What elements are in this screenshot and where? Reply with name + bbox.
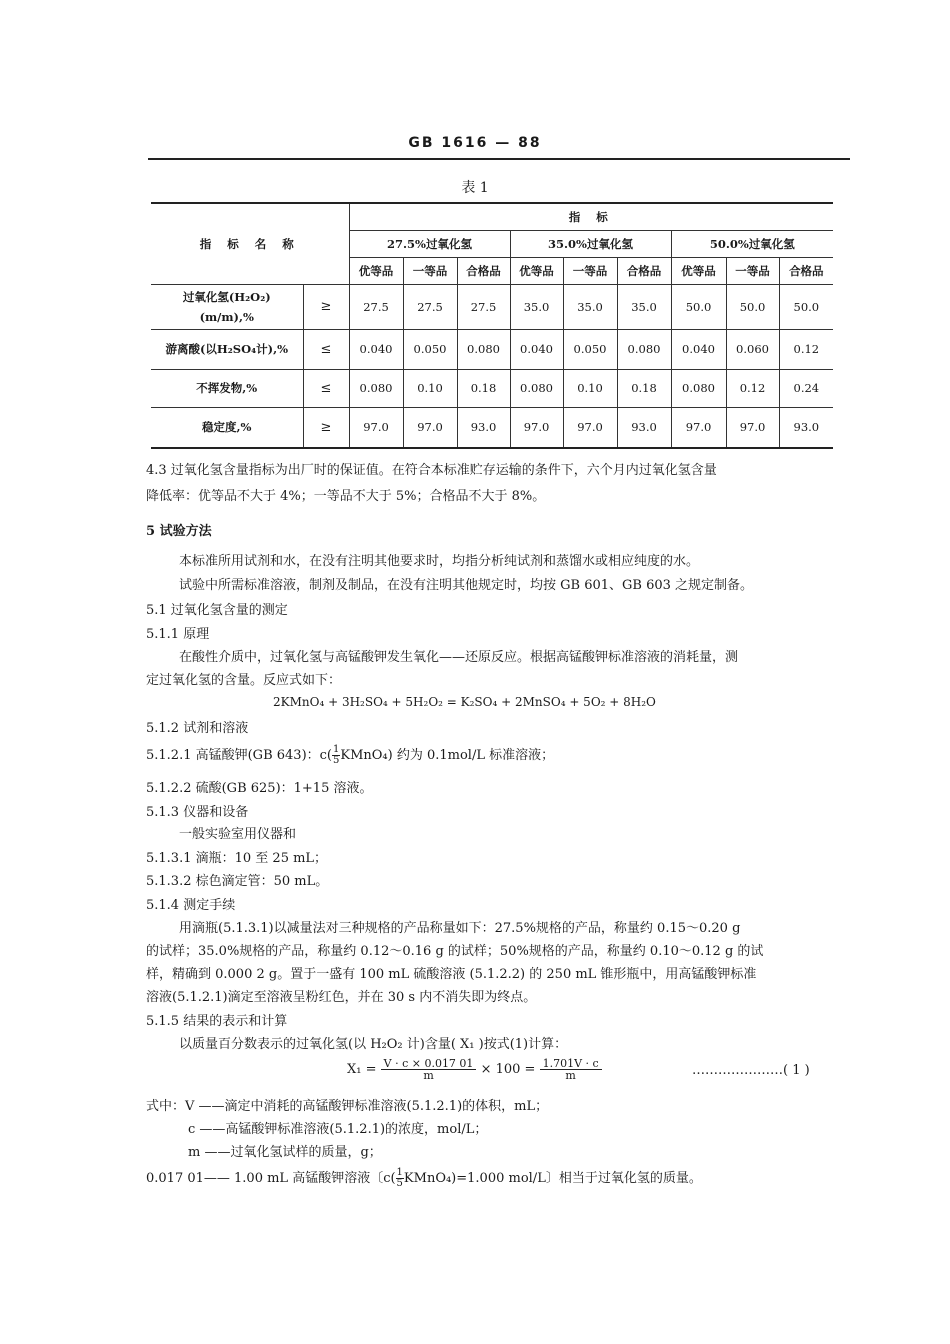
table-cell: 0.10 bbox=[403, 369, 457, 407]
para-5-1-3-line: 一般实验室用仪器和 bbox=[179, 827, 297, 842]
constant-text: 0.017 01—— 1.00 mL 高锰酸钾溶液〔c( bbox=[146, 1171, 396, 1186]
para-5-1-4-line: 的试样；35.0%规格的产品，称量约 0.12～0.16 g 的试样；50%规格的产品，称量约 0.10～0.12 g 的试 bbox=[146, 944, 764, 959]
table-cell: 93.0 bbox=[457, 407, 510, 448]
heading-5-1: 5.1 过氧化氢含量的测定 bbox=[146, 603, 288, 618]
standard-header: GB 1616 — 88 bbox=[408, 135, 542, 151]
table-cell: 97.0 bbox=[349, 407, 403, 448]
table-row bbox=[151, 407, 833, 448]
table-cell: 0.060 bbox=[726, 329, 779, 369]
table-cell: 97.0 bbox=[510, 407, 563, 448]
heading-5-1-2: 5.1.2 试剂和溶液 bbox=[146, 721, 249, 736]
grade-header: 优等品 bbox=[510, 257, 563, 284]
row-name-line: 过氧化氢(H₂O₂) bbox=[182, 289, 271, 304]
formula-number: …………………( 1 ) bbox=[692, 1063, 810, 1078]
indicator-name-header: 指 标 名 称 bbox=[151, 203, 349, 284]
table-cell: 0.10 bbox=[563, 369, 617, 407]
table-cell: 35.0 bbox=[510, 284, 563, 329]
formula-1 bbox=[347, 1055, 602, 1085]
section-5-para: 试验中所需标准溶液，制剂及制品，在没有注明其他规定时，均按 GB 601、GB 603 之规定制备。 bbox=[179, 578, 754, 593]
formula-lhs: X₁ = bbox=[347, 1062, 377, 1077]
formula-mid: × 100 = bbox=[480, 1062, 536, 1077]
table-cell: 0.050 bbox=[563, 329, 617, 369]
para-5-1-4-line: 用滴瓶(5.1.3.1)以减量法对三种规格的产品称量如下：27.5%规格的产品，称量约 0.15～0.20 g bbox=[179, 921, 741, 936]
fraction-denominator: 5 bbox=[396, 1178, 403, 1189]
group-header: 50.0%过氧化氢 bbox=[671, 230, 833, 257]
reagent-text: KMnO₄) 约为 0.1mol/L 标准溶液； bbox=[340, 748, 555, 763]
fraction-numerator: 1.701V · c bbox=[540, 1058, 602, 1070]
table-cell: 97.0 bbox=[403, 407, 457, 448]
section-5-title: 5 试验方法 bbox=[146, 524, 212, 539]
table-cell: 50.0 bbox=[671, 284, 726, 329]
table-cell: 0.080 bbox=[671, 369, 726, 407]
heading-5-1-4: 5.1.4 测定手续 bbox=[146, 898, 236, 913]
table-cell: 93.0 bbox=[617, 407, 671, 448]
constant-text: KMnO₄)=1.000 mol/L〕相当于过氧化氢的质量。 bbox=[403, 1171, 702, 1186]
table-cell: 0.080 bbox=[349, 369, 403, 407]
where-m: m ——过氧化氢试样的质量，g； bbox=[188, 1145, 382, 1160]
para-4-3-line: 降低率：优等品不大于 4%；一等品不大于 5%；合格品不大于 8%。 bbox=[146, 489, 546, 504]
table-cell: 50.0 bbox=[726, 284, 779, 329]
para-4-3-line: 4.3 过氧化氢含量指标为出厂时的保证值。在符合本标准贮存运输的条件下，六个月内过氧化氢含量 bbox=[146, 463, 717, 478]
group-header: 35.0%过氧化氢 bbox=[510, 230, 671, 257]
para-5-1-2-1 bbox=[146, 745, 554, 766]
fraction-numerator: 1 bbox=[333, 744, 340, 755]
comparison-operator: ≤ bbox=[303, 329, 349, 369]
group-header: 27.5%过氧化氢 bbox=[349, 230, 510, 257]
para-5-1-2-2: 5.1.2.2 硫酸(GB 625)：1+15 溶液。 bbox=[146, 781, 373, 796]
spec-table bbox=[151, 202, 833, 449]
para-5-1-4-line: 样，精确到 0.000 2 g。置于一盛有 100 mL 硫酸溶液 (5.1.2.2) 的 250 mL 锥形瓶中，用高锰酸钾标准 bbox=[146, 967, 757, 982]
grade-header: 一等品 bbox=[403, 257, 457, 284]
table-cell: 0.040 bbox=[349, 329, 403, 369]
comparison-operator: ≥ bbox=[303, 407, 349, 448]
fraction-denominator: 5 bbox=[333, 755, 340, 766]
table-cell: 50.0 bbox=[779, 284, 833, 329]
table-cell: 27.5 bbox=[349, 284, 403, 329]
row-name: 游离酸(以H₂SO₄计),% bbox=[151, 329, 303, 369]
row-name-line: (m/m),% bbox=[199, 309, 254, 324]
fraction bbox=[396, 1168, 404, 1189]
section-5-para: 本标准所用试剂和水，在没有注明其他要求时，均指分析纯试剂和蒸馏水或相应纯度的水。 bbox=[179, 554, 700, 569]
table-cell: 0.080 bbox=[457, 329, 510, 369]
row-name bbox=[151, 284, 303, 329]
table-cell: 97.0 bbox=[671, 407, 726, 448]
comparison-operator: ≥ bbox=[303, 284, 349, 329]
table-row bbox=[151, 329, 833, 369]
para-5-1-4-line: 溶液(5.1.2.1)滴定至溶液呈粉红色，并在 30 s 内不消失即为终点。 bbox=[146, 990, 537, 1005]
heading-5-1-1: 5.1.1 原理 bbox=[146, 627, 210, 642]
table-cell: 0.080 bbox=[510, 369, 563, 407]
row-name: 稳定度,% bbox=[151, 407, 303, 448]
table-cell: 0.080 bbox=[617, 329, 671, 369]
table-cell: 0.040 bbox=[671, 329, 726, 369]
grade-header: 优等品 bbox=[671, 257, 726, 284]
para-5-1-1-line: 定过氧化氢的含量。反应式如下： bbox=[146, 673, 342, 688]
table-cell: 93.0 bbox=[779, 407, 833, 448]
grade-header: 优等品 bbox=[349, 257, 403, 284]
table-cell: 0.12 bbox=[779, 329, 833, 369]
table-cell: 0.12 bbox=[726, 369, 779, 407]
table-cell: 97.0 bbox=[726, 407, 779, 448]
grade-header: 合格品 bbox=[457, 257, 510, 284]
grade-header: 合格品 bbox=[779, 257, 833, 284]
para-5-1-1-line: 在酸性介质中，过氧化氢与高锰酸钾发生氧化——还原反应。根据高锰酸钾标准溶液的消耗量，测 bbox=[179, 650, 739, 665]
heading-5-1-3: 5.1.3 仪器和设备 bbox=[146, 805, 249, 820]
table-caption: 表 1 bbox=[461, 180, 489, 196]
table-cell: 0.18 bbox=[457, 369, 510, 407]
fraction-numerator: 1 bbox=[396, 1167, 403, 1178]
para-5-1-5-line: 以质量百分数表示的过氧化氢(以 H₂O₂ 计)含量( X₁ )按式(1)计算： bbox=[179, 1037, 568, 1052]
constant-definition bbox=[146, 1168, 702, 1189]
header-rule bbox=[148, 158, 850, 160]
table-cell: 27.5 bbox=[403, 284, 457, 329]
fraction-denominator: m bbox=[423, 1069, 434, 1082]
grade-header: 合格品 bbox=[617, 257, 671, 284]
para-5-1-3-2: 5.1.3.2 棕色滴定管：50 mL。 bbox=[146, 874, 329, 889]
table-row bbox=[151, 369, 833, 407]
formula-fraction bbox=[540, 1058, 602, 1081]
table-row bbox=[151, 284, 833, 329]
where-c: c ——高锰酸钾标准溶液(5.1.2.1)的浓度，mol/L； bbox=[188, 1122, 488, 1137]
table-cell: 0.18 bbox=[617, 369, 671, 407]
reagent-text: 5.1.2.1 高锰酸钾(GB 643)：c( bbox=[146, 748, 332, 763]
fraction-denominator: m bbox=[565, 1069, 576, 1082]
indicator-header: 指 标 bbox=[349, 203, 833, 230]
reaction-equation: 2KMnO₄ + 3H₂SO₄ + 5H₂O₂ = K₂SO₄ + 2MnSO₄ + 5O₂ + 8H₂O bbox=[273, 695, 656, 709]
grade-header: 一等品 bbox=[726, 257, 779, 284]
table-cell: 35.0 bbox=[563, 284, 617, 329]
comparison-operator: ≤ bbox=[303, 369, 349, 407]
table-cell: 35.0 bbox=[617, 284, 671, 329]
table-cell: 27.5 bbox=[457, 284, 510, 329]
heading-5-1-5: 5.1.5 结果的表示和计算 bbox=[146, 1014, 288, 1029]
grade-header: 一等品 bbox=[563, 257, 617, 284]
row-name: 不挥发物,% bbox=[151, 369, 303, 407]
table-cell: 0.040 bbox=[510, 329, 563, 369]
formula-fraction bbox=[381, 1058, 477, 1081]
fraction-numerator: V · c × 0.017 01 bbox=[381, 1058, 477, 1070]
para-5-1-3-1: 5.1.3.1 滴瓶：10 至 25 mL； bbox=[146, 851, 328, 866]
table-cell: 97.0 bbox=[563, 407, 617, 448]
where-v: 式中：V ——滴定中消耗的高锰酸钾标准溶液(5.1.2.1)的体积，mL； bbox=[146, 1099, 549, 1114]
table-cell: 0.24 bbox=[779, 369, 833, 407]
table-cell: 0.050 bbox=[403, 329, 457, 369]
